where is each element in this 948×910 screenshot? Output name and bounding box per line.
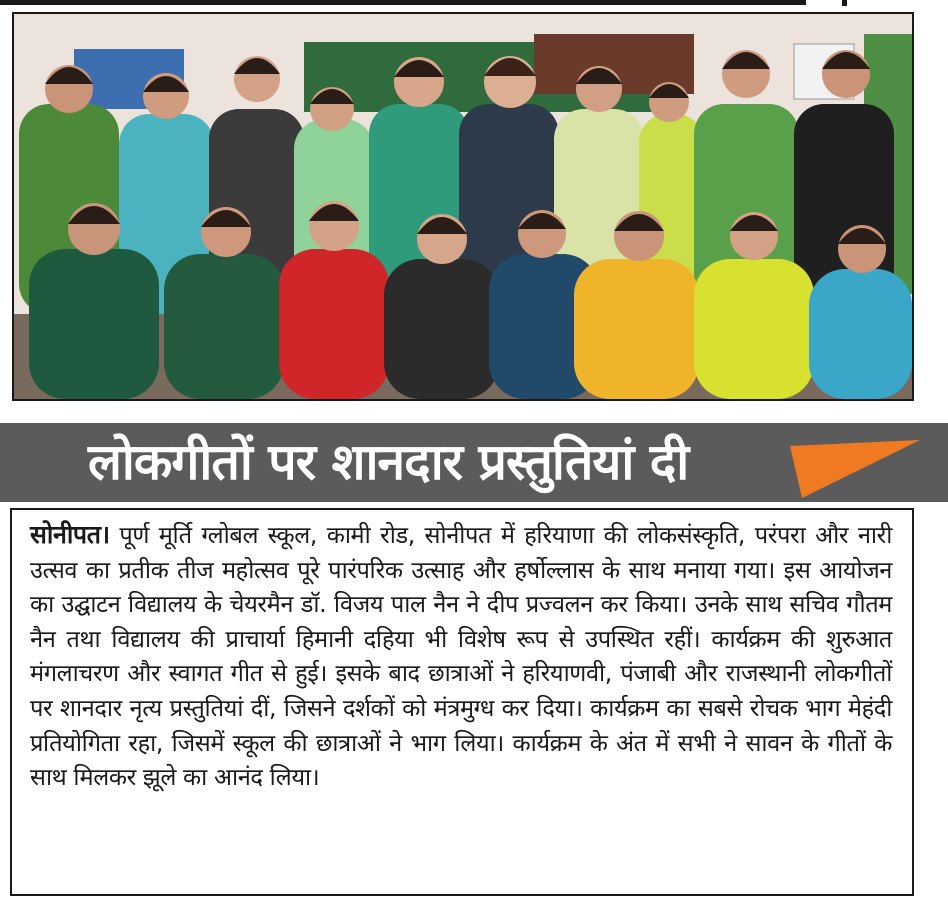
article-body: पूर्ण मूर्ति ग्लोबल स्कूल, कामी रोड, सोनीपत में हरियाणा की लोकसंस्कृति, परंपरा और नारी उत्सव का प्रतीक तीज महोत्सव पूरे पारंपरिक उत्साह और हर्षोल्लास के साथ मनाया गया। इस आयोजन का उद्घाटन विद्यालय के चेयरमैन डॉ. विजय पाल नैन ने दीप प्रज्वलन कर किया। उनके साथ सचिव गौतम नैन तथा विद्यालय की प्राचार्या हिमानी दहिया भी विशेष रूप से उपस्थित रहीं। कार्यक्रम की शुरुआत मंगलाचरण और स्वागत गीत से हुई। इसके बाद छात्राओं ने हरियाणवी, पंजाबी और राजस्थानी लोकगीतों पर शानदार नृत्य प्रस्तुतियां दीं, जिसने दर्शकों को मंत्रमुग्ध कर दिया। कार्यक्रम का सबसे रोचक भाग मेहंदी प्रतियोगिता रहा, जिसमें स्कूल की छात्राओं ने भाग लिया। कार्यक्रम के अंत में सभी ने सावन के गीतों के साथ मिलकर झूले का आनंद लिया।	[30, 521, 892, 792]
top-rule	[0, 0, 806, 5]
top-tick-mark	[842, 0, 847, 6]
article-dateline: सोनीपत।	[30, 520, 110, 549]
group-photo	[12, 12, 914, 401]
article-text	[30, 518, 892, 795]
headline: लोकगीतों पर शानदार प्रस्तुतियां दी	[88, 433, 689, 491]
orange-accent-flag	[780, 440, 920, 498]
group-photo-illustration	[14, 14, 912, 399]
article-box	[10, 508, 914, 896]
orange-flag-shape	[790, 440, 920, 498]
